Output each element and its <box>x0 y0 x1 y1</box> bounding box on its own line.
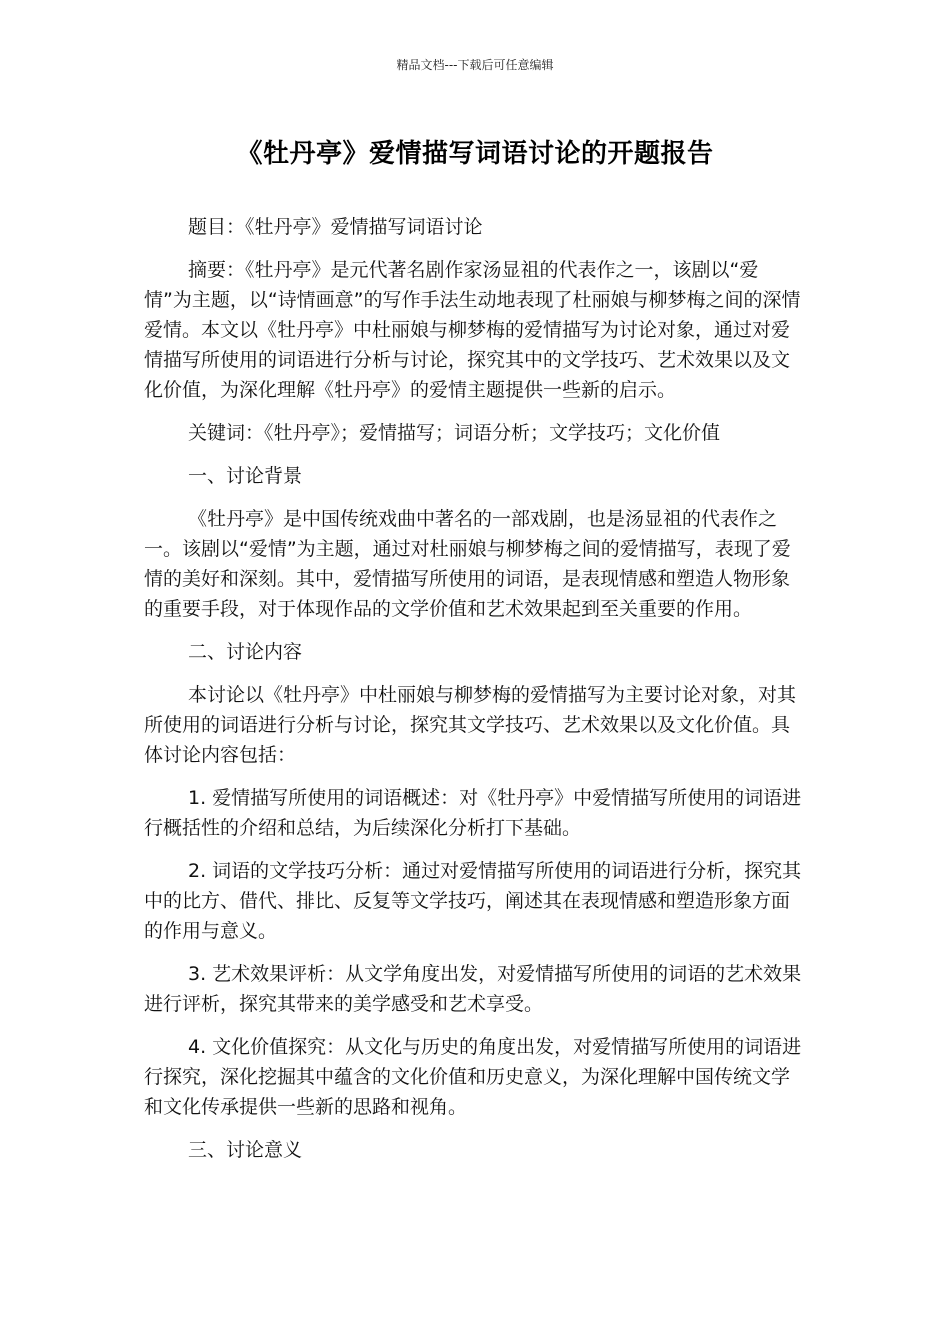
section-heading-significance: 三、讨论意义 <box>188 1139 303 1161</box>
topic-line: 题目：《牡丹亭》爱情描写词语讨论 <box>188 216 483 238</box>
keywords-line: 关键词：《牡丹亭》；爱情描写；词语分析；文学技巧；文化价值 <box>188 422 721 444</box>
page-header: 精品文档---下载后可任意编辑 <box>396 58 554 72</box>
content-item-3: 3. 艺术效果评析：从文学角度出发，对爱情描写所使用的词语的艺术效果进行评析，探究其带来的美学感受和艺术享受。 <box>144 963 802 1015</box>
background-paragraph: 《牡丹亭》是中国传统戏曲中著名的一部戏剧，也是汤显祖的代表作之一。该剧以“爱情”为主题，通过对杜丽娘与柳梦梅之间的爱情描写，表现了爱情的美好和深刻。其中，爱情描写所使用的词语，是表现情感和塑造人物形象的重要手段，对于体现作品的文学价值和艺术效果起到至关重要的作用。 <box>144 508 791 620</box>
section-heading-background: 一、讨论背景 <box>188 465 303 487</box>
content-intro-paragraph: 本讨论以《牡丹亭》中杜丽娘与柳梦梅的爱情描写为主要讨论对象，对其所使用的词语进行分析与讨论，探究其文学技巧、艺术效果以及文化价值。具体讨论内容包括： <box>144 684 797 766</box>
document-body <box>144 212 804 1178</box>
abstract-paragraph: 摘要：《牡丹亭》是元代著名剧作家汤显祖的代表作之一，该剧以“爱情”为主题，以“诗情画意”的写作手法生动地表现了杜丽娘与柳梦梅之间的深情爱情。本文以《牡丹亭》中杜丽娘与柳梦梅的爱情描写为讨论对象，通过对爱情描写所使用的词语进行分析与讨论，探究其中的文学技巧、艺术效果以及文化价值，为深化理解《牡丹亭》的爱情主题提供一些新的启示。 <box>144 259 801 401</box>
document-title: 《牡丹亭》爱情描写词语讨论的开题报告 <box>236 139 714 169</box>
content-item-2: 2. 词语的文学技巧分析：通过对爱情描写所使用的词语进行分析，探究其中的比方、借代、排比、反复等文学技巧，阐述其在表现情感和塑造形象方面的作用与意义。 <box>144 860 802 942</box>
content-item-4: 4. 文化价值探究：从文化与历史的角度出发，对爱情描写所使用的词语进行探究，深化挖掘其中蕴含的文化价值和历史意义，为深化理解中国传统文学和文化传承提供一些新的思路和视角。 <box>144 1036 802 1118</box>
section-heading-content: 二、讨论内容 <box>188 641 303 663</box>
content-item-1: 1. 爱情描写所使用的词语概述：对《牡丹亭》中爱情描写所使用的词语进行概括性的介绍和总结，为后续深化分析打下基础。 <box>144 787 802 839</box>
